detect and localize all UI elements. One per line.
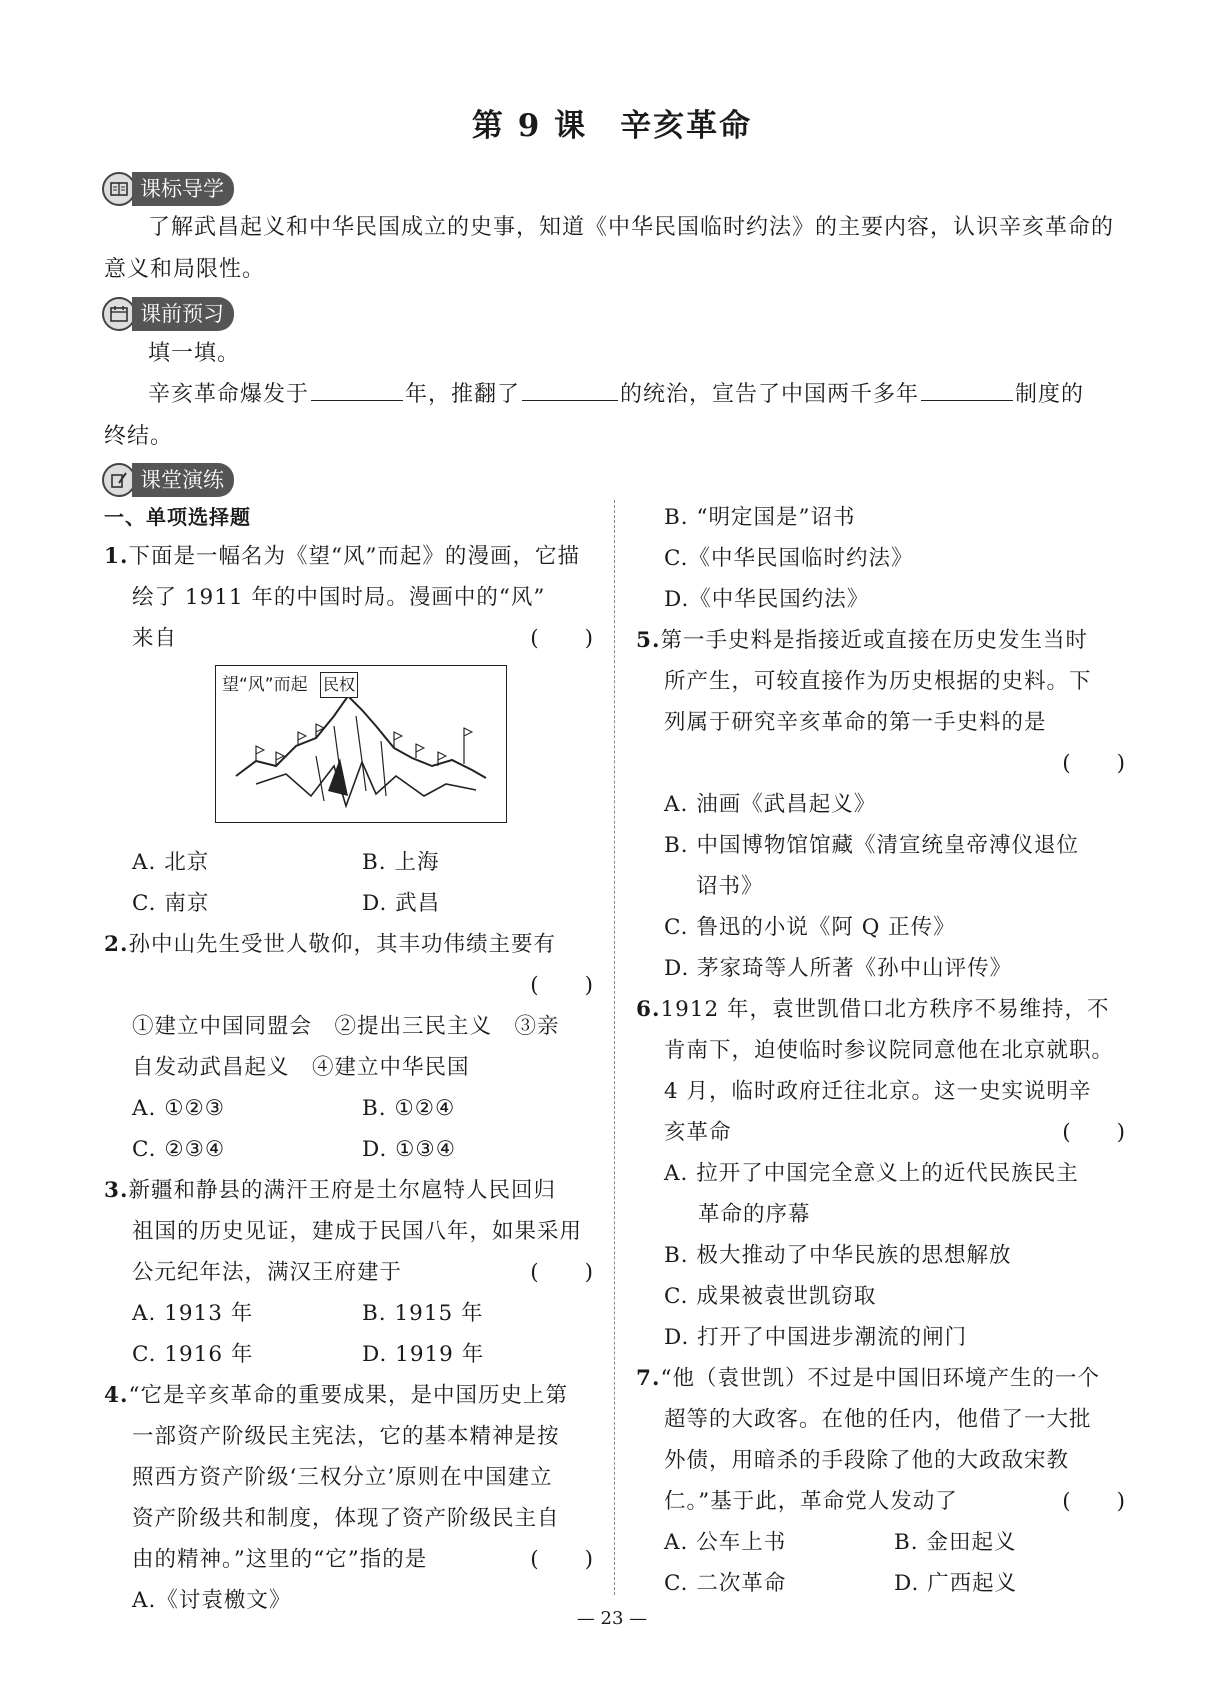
pencil-icon <box>102 463 136 497</box>
cartoon-figure <box>215 665 507 823</box>
q5-option-b[interactable]: B. 中国博物馆馆藏《清宣统皇帝溥仪退位 <box>664 833 1079 858</box>
answer-paren[interactable]: ( ) <box>1062 1489 1126 1514</box>
q5-option-c[interactable]: C. 鲁迅的小说《阿 Q 正传》 <box>664 915 956 940</box>
q6-option-a-cont: 革命的序幕 <box>698 1202 811 1227</box>
calendar-icon <box>102 297 136 331</box>
section-practice-label: 课堂演练 <box>132 463 234 497</box>
book-icon <box>102 172 136 206</box>
preview-fill-line: 辛亥革命爆发于 年，推翻了 的统治，宣告了中国两千多年 制度的 <box>148 374 1138 416</box>
answer-paren[interactable]: ( ) <box>530 1260 594 1285</box>
page-number: — 23 — <box>576 1608 648 1629</box>
q1-option-b[interactable]: B. 上海 <box>362 850 440 875</box>
cartoon-caption: 望“风”而起 <box>222 675 308 695</box>
q4-option-d[interactable]: D.《中华民国约法》 <box>664 587 870 612</box>
answer-paren[interactable]: ( ) <box>530 626 594 651</box>
q5-option-b-cont: 诏书》 <box>696 874 764 899</box>
column-divider <box>614 500 615 1595</box>
section-preview-label: 课前预习 <box>132 297 234 331</box>
q6-option-d[interactable]: D. 打开了中国进步潮流的闸门 <box>664 1325 968 1350</box>
flag-minquan: 民权 <box>320 672 358 698</box>
answer-paren[interactable]: ( ) <box>530 1547 594 1572</box>
preview-instruction: 填一填。 <box>148 341 241 366</box>
q6-option-c[interactable]: C. 成果被袁世凯窃取 <box>664 1284 877 1309</box>
q7-option-d[interactable]: D. 广西起义 <box>894 1571 1018 1596</box>
question-5: 5.第一手史料是指接近或直接在历史发生当时 所产生，可较直接作为历史根据的史料。下 列属于研究辛亥革命的第一手史料的是 ( ) A. 油画《武昌起义》 B. 中国博物馆馆藏《清宣统皇帝溥仪退位 诏书》 C. 鲁迅的小说《阿 Q 正传》 D. 茅家琦等人所著《孙中山评传》 <box>636 620 1126 989</box>
q5-option-a[interactable]: A. 油画《武昌起义》 <box>664 792 877 817</box>
q4-option-c[interactable]: C.《中华民国临时约法》 <box>664 546 914 571</box>
q7-option-c[interactable]: C. 二次革命 <box>664 1571 787 1596</box>
guide-text: 了解武昌起义和中华民国成立的史事，知道《中华民国临时约法》的主要内容，认识辛亥革命的意义和局限性。 <box>104 215 1115 282</box>
q1-option-d[interactable]: D. 武昌 <box>362 891 441 916</box>
q2-option-c[interactable]: C. ②③④ <box>132 1137 226 1162</box>
q5-option-d[interactable]: D. 茅家琦等人所著《孙中山评传》 <box>664 956 1013 981</box>
q2-option-b[interactable]: B. ①②④ <box>362 1096 456 1121</box>
question-7: 7.“他（袁世凯）不过是中国旧环境产生的一个 超等的大政客。在他的任内，他借了一大批 外债，用暗杀的手段除了他的大政敌宋教 仁。”基于此，革命党人发动了 ( ) <box>636 1358 1126 1522</box>
section-practice-header <box>102 463 234 497</box>
answer-paren[interactable]: ( ) <box>1062 1120 1126 1145</box>
mountain-illustration <box>216 666 505 821</box>
question-1: 1.下面是一幅名为《望“风”而起》的漫画，它描 绘了 1911 年的中国时局。漫画中的“风” 来自 ( ) <box>104 536 594 659</box>
q7-option-b[interactable]: B. 金田起义 <box>894 1530 1017 1555</box>
q1-option-c[interactable]: C. 南京 <box>132 891 210 916</box>
question-6: 6.1912 年，袁世凯借口北方秩序不易维持，不 肯南下，迫使临时参议院同意他在北京就职。 4 月，临时政府迁往北京。这一史实说明辛 亥革命 ( ) A. 拉开了中国完全意义上的近代民族民主 革命的序幕 B. 极大推动了中华民族的思想解放 C. 成果被袁世凯窃取 D. 打开了中国进步潮流的闸门 <box>636 989 1126 1358</box>
q3-option-d[interactable]: D. 1919 年 <box>362 1342 485 1367</box>
question-4: 4.“它是辛亥革命的重要成果，是中国历史上第 一部资产阶级民主宪法，它的基本精神是按 照西方资产阶级‘三权分立’原则在中国建立 资产阶级共和制度，体现了资产阶级民主自 由的精神。”这里的“它”指的是 ( ) A.《讨袁檄文》 <box>104 1375 594 1621</box>
preview-fill-end: 终结。 <box>104 424 174 449</box>
answer-paren[interactable]: ( ) <box>1062 751 1126 776</box>
q6-option-b[interactable]: B. 极大推动了中华民族的思想解放 <box>664 1243 1012 1268</box>
question-3: 3.新疆和静县的满汗王府是土尔扈特人民回归 祖国的历史见证，建成于民国八年，如果采用 公元纪年法，满汉王府建于 ( ) <box>104 1170 594 1293</box>
answer-paren[interactable]: ( ) <box>530 973 594 998</box>
q3-option-a[interactable]: A. 1913 年 <box>132 1301 254 1326</box>
q3-option-b[interactable]: B. 1915 年 <box>362 1301 484 1326</box>
q6-option-a[interactable]: A. 拉开了中国完全意义上的近代民族民主 <box>664 1161 1079 1186</box>
section-guide-header <box>102 172 234 206</box>
q3-option-c[interactable]: C. 1916 年 <box>132 1342 254 1367</box>
q1-option-a[interactable]: A. 北京 <box>132 850 210 875</box>
q2-option-d[interactable]: D. ①③④ <box>362 1137 456 1162</box>
blank-system[interactable] <box>921 376 1013 401</box>
page-title: 第 9 课 辛亥革命 <box>471 108 753 144</box>
question-2: 2.孙中山先生受世人敬仰，其丰功伟绩主要有 ( ) ①建立中国同盟会 ②提出三民主义 ③亲 自发动武昌起义 ④建立中华民国 <box>104 932 594 1080</box>
q2-option-a[interactable]: A. ①②③ <box>132 1096 226 1121</box>
section-preview-header <box>102 297 234 331</box>
right-column <box>636 497 1126 1607</box>
q7-option-a[interactable]: A. 公车上书 <box>664 1530 787 1555</box>
blank-dynasty[interactable] <box>522 376 618 401</box>
blank-year[interactable] <box>311 376 403 401</box>
q4-option-a[interactable]: A.《讨袁檄文》 <box>132 1588 292 1613</box>
practice-heading: 一、单项选择题 <box>104 505 251 529</box>
section-guide-label: 课标导学 <box>132 172 234 206</box>
q4-option-b[interactable]: B. “明定国是”诏书 <box>664 505 856 530</box>
